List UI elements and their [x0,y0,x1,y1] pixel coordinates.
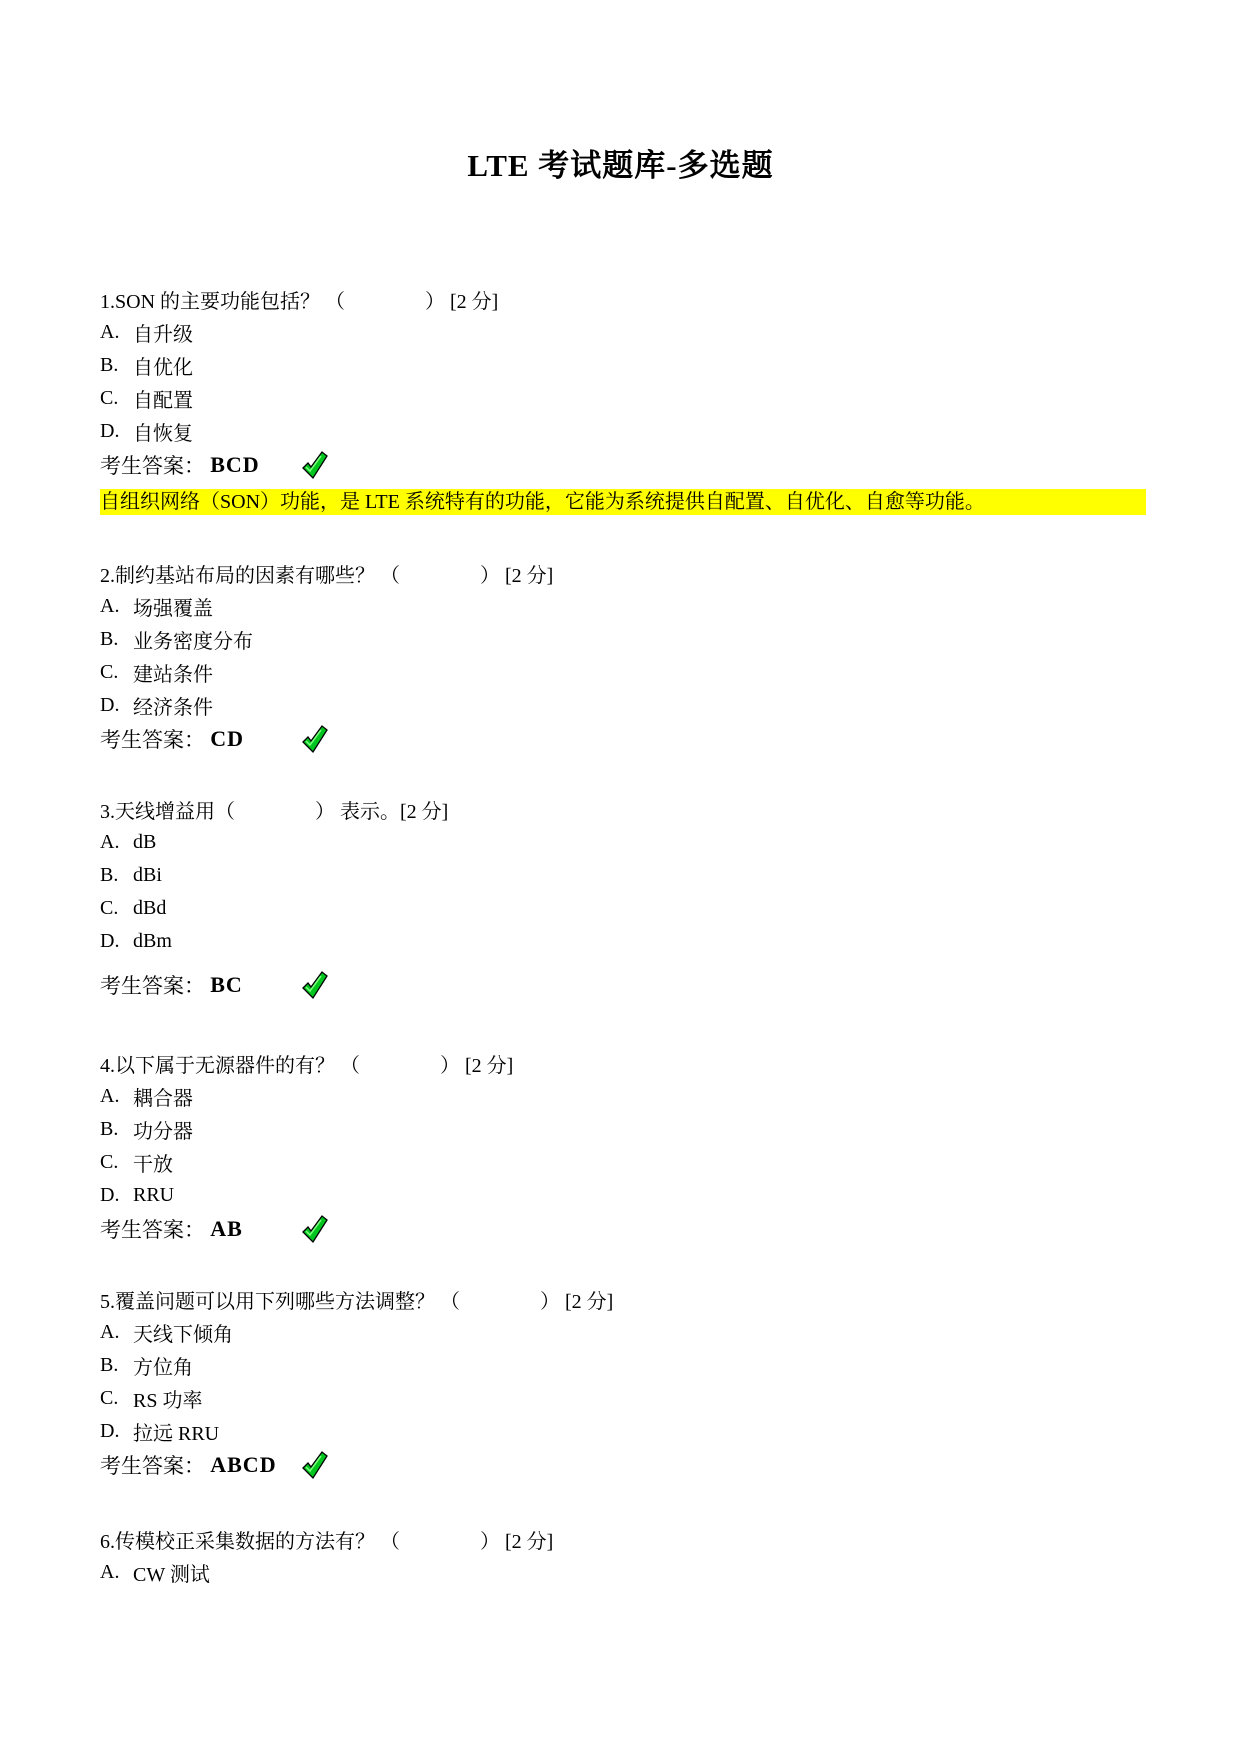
option-row [100,1179,1146,1212]
green-check-icon [300,1214,330,1244]
question-heading: 6.传模校正采集数据的方法有？ （ ） [2 分] [100,1531,554,1553]
option-text: 场强覆盖 [133,598,213,620]
option-text: 自恢复 [133,423,193,445]
question-block-4 [100,1047,1146,1245]
option-label: B. [100,354,119,376]
green-check-icon [300,724,330,754]
option-label: A. [100,321,120,343]
option-row [100,415,1146,448]
option-text: 自升级 [133,324,193,346]
option-label: D. [100,1420,120,1442]
option-text: RRU [133,1184,175,1206]
page-title: LTE 考试题库-多选题 [467,148,774,183]
answer-row [100,968,1146,1001]
question-block-1 [100,283,1146,515]
question-block-3 [100,793,1146,1001]
option-row [100,656,1146,689]
option-row [100,1556,1146,1589]
option-label: C. [100,897,119,919]
option-row [100,689,1146,722]
question-heading: 2.制约基站布局的因素有哪些？ （ ） [2 分] [100,565,554,587]
option-text: 耦合器 [133,1088,193,1110]
question-heading: 1.SON 的主要功能包括？ （ ） [2 分] [100,291,499,313]
option-row [100,623,1146,656]
option-label: B. [100,864,119,886]
option-text: dBm [133,930,172,952]
option-label: A. [100,1085,120,1107]
question-heading: 4.以下属于无源器件的有？ （ ） [2 分] [100,1055,514,1077]
question-block-6 [100,1523,1146,1589]
option-text: 经济条件 [133,697,213,719]
answer-prefix: 考生答案： [100,727,211,752]
option-label: B. [100,628,119,650]
option-label: B. [100,1118,119,1140]
answer-value: ABCD [210,1451,277,1477]
option-row [100,1146,1146,1179]
option-text: RS 功率 [133,1390,203,1412]
option-row [100,1080,1146,1113]
question-heading: 3.天线增益用（ ） 表示。[2 分] [100,801,449,823]
explanation-highlight: 自组织网络（SON）功能，是 LTE 系统特有的功能，它能为系统提供自配置、自优化、自愈等功能。 [100,489,1146,515]
option-text: 干放 [133,1154,173,1176]
option-text: dBi [133,864,162,886]
option-text: 自优化 [133,357,193,379]
option-label: C. [100,661,119,683]
option-row [100,1382,1146,1415]
green-check-icon [300,450,330,480]
option-text: 方位角 [133,1357,193,1379]
option-row [100,826,1146,859]
option-row [100,349,1146,382]
option-row [100,316,1146,349]
option-label: C. [100,1151,119,1173]
answer-value: BC [210,971,243,997]
option-row [100,925,1146,958]
option-row [100,1113,1146,1146]
option-label: D. [100,930,120,952]
document-content [0,283,1241,1589]
option-row [100,859,1146,892]
answer-row [100,722,1146,755]
option-label: D. [100,694,120,716]
option-label: D. [100,420,120,442]
answer-prefix: 考生答案： [100,1453,211,1478]
green-check-icon [300,1450,330,1480]
option-label: A. [100,1561,120,1583]
green-check-icon [300,970,330,1000]
question-block-2 [100,557,1146,755]
option-row [100,1316,1146,1349]
answer-value: CD [210,725,245,751]
option-text: CW 测试 [133,1564,210,1586]
option-row [100,1415,1146,1448]
option-label: C. [100,1387,119,1409]
answer-prefix: 考生答案： [100,973,211,998]
option-text: 业务密度分布 [133,631,253,653]
option-text: dB [133,831,157,853]
option-row [100,382,1146,415]
question-block-5 [100,1283,1146,1481]
answer-row [100,1212,1146,1245]
option-text: 天线下倾角 [133,1324,233,1346]
answer-prefix: 考生答案： [100,453,211,478]
option-label: D. [100,1184,120,1206]
option-text: 拉远 RRU [133,1423,220,1445]
option-label: C. [100,387,119,409]
option-text: 自配置 [133,390,193,412]
question-heading: 5.覆盖问题可以用下列哪些方法调整？ （ ） [2 分] [100,1291,614,1313]
answer-row [100,448,1146,481]
option-label: B. [100,1354,119,1376]
option-label: A. [100,1321,120,1343]
option-row [100,1349,1146,1382]
answer-row [100,1448,1146,1481]
answer-value: AB [210,1215,243,1241]
option-text: 建站条件 [133,664,213,686]
answer-value: BCD [210,451,260,477]
option-row [100,590,1146,623]
option-text: dBd [133,897,167,919]
option-label: A. [100,595,120,617]
option-text: 功分器 [133,1121,193,1143]
answer-prefix: 考生答案： [100,1217,211,1242]
option-row [100,892,1146,925]
option-label: A. [100,831,120,853]
